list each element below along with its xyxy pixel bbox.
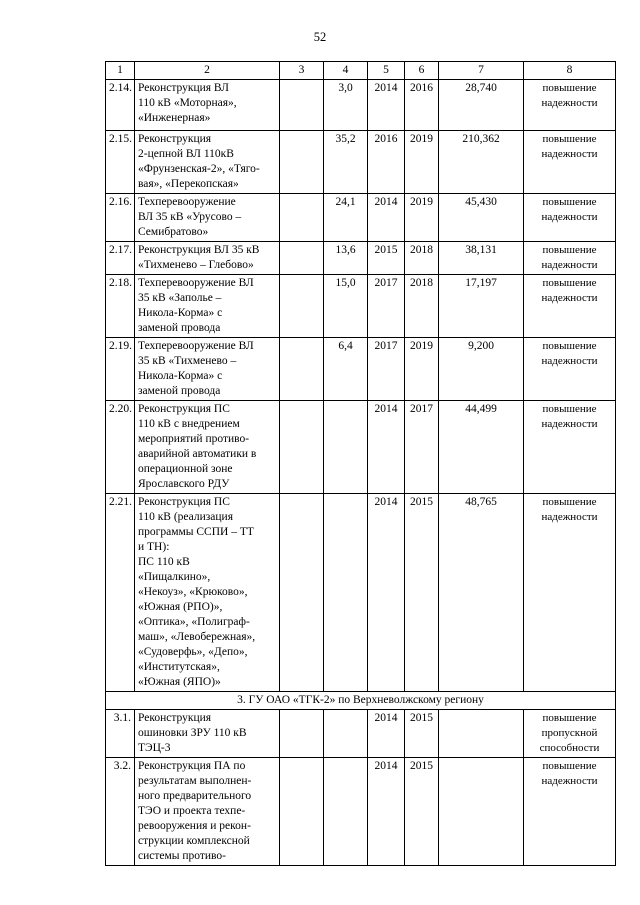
end-year: 2019 — [405, 131, 439, 194]
start-year: 2014 — [368, 494, 405, 692]
end-year: 2019 — [405, 338, 439, 401]
goal: повышение надежности — [524, 401, 616, 494]
start-year: 2017 — [368, 338, 405, 401]
table-row — [106, 194, 616, 242]
col3-value — [280, 710, 324, 758]
goal: повышение надежности — [524, 275, 616, 338]
length-km — [324, 494, 368, 692]
goal: повышение надежности — [524, 494, 616, 692]
work-name: Техперевооружение ВЛ 35 кВ «Урусово – Семибратово» — [135, 194, 280, 242]
cost-value: 210,362 — [439, 131, 524, 194]
col3-value — [280, 338, 324, 401]
section-row — [106, 692, 616, 710]
end-year: 2016 — [405, 80, 439, 131]
end-year: 2018 — [405, 275, 439, 338]
works-table — [105, 61, 616, 866]
row-number: 2.17. — [106, 242, 135, 275]
col3-value — [280, 242, 324, 275]
cost-value: 44,499 — [439, 401, 524, 494]
goal: повышение надежности — [524, 338, 616, 401]
row-number: 2.18. — [106, 275, 135, 338]
length-km: 6,4 — [324, 338, 368, 401]
header-row — [106, 62, 616, 80]
row-number: 2.14. — [106, 80, 135, 131]
start-year: 2014 — [368, 710, 405, 758]
cost-value: 17,197 — [439, 275, 524, 338]
work-name: Реконструкция ВЛ 110 кВ «Моторная», «Инженерная» — [135, 80, 280, 131]
end-year: 2015 — [405, 494, 439, 692]
row-number: 3.2. — [106, 758, 135, 866]
length-km: 3,0 — [324, 80, 368, 131]
col3-value — [280, 758, 324, 866]
cost-value — [439, 758, 524, 866]
header-cell: 8 — [524, 62, 616, 80]
cost-value: 45,430 — [439, 194, 524, 242]
header-cell: 6 — [405, 62, 439, 80]
section-title: 3. ГУ ОАО «ТГК-2» по Верхневолжскому региону — [106, 692, 616, 710]
goal: повышение надежности — [524, 242, 616, 275]
row-number: 2.16. — [106, 194, 135, 242]
length-km: 15,0 — [324, 275, 368, 338]
goal: повышение надежности — [524, 80, 616, 131]
goal: повышение надежности — [524, 131, 616, 194]
table-row — [106, 494, 616, 692]
header-cell: 2 — [135, 62, 280, 80]
work-name: Реконструкция 2-цепной ВЛ 110кВ «Фрунзенская-2», «Тяго- вая», «Перекопская» — [135, 131, 280, 194]
start-year: 2017 — [368, 275, 405, 338]
header-cell: 1 — [106, 62, 135, 80]
length-km: 35,2 — [324, 131, 368, 194]
cost-value: 48,765 — [439, 494, 524, 692]
col3-value — [280, 401, 324, 494]
row-number: 2.21. — [106, 494, 135, 692]
row-number: 2.15. — [106, 131, 135, 194]
table-row — [106, 242, 616, 275]
start-year: 2014 — [368, 80, 405, 131]
start-year: 2016 — [368, 131, 405, 194]
col3-value — [280, 131, 324, 194]
header-cell: 4 — [324, 62, 368, 80]
col3-value — [280, 80, 324, 131]
length-km — [324, 401, 368, 494]
col3-value — [280, 194, 324, 242]
start-year: 2014 — [368, 758, 405, 866]
page-number: 52 — [313, 30, 327, 44]
col3-value — [280, 494, 324, 692]
end-year: 2018 — [405, 242, 439, 275]
table-row — [106, 80, 616, 131]
work-name: Реконструкция ПА по результатам выполнен- ного предварительного ТЭО и проекта техпе- ревооружения и рекон- струкции комплексной системы противо- — [135, 758, 280, 866]
cost-value: 38,131 — [439, 242, 524, 275]
goal: повышение надежности — [524, 194, 616, 242]
work-name: Техперевооружение ВЛ 35 кВ «Тихменево – Никола-Корма» с заменой провода — [135, 338, 280, 401]
end-year: 2015 — [405, 758, 439, 866]
length-km — [324, 710, 368, 758]
table-row — [106, 401, 616, 494]
work-name: Техперевооружение ВЛ 35 кВ «Заполье – Никола-Корма» с заменой провода — [135, 275, 280, 338]
table-row — [106, 710, 616, 758]
goal: повышение пропускной способности — [524, 710, 616, 758]
col3-value — [280, 275, 324, 338]
work-name: Реконструкция ПС 110 кВ с внедрением мероприятий противо- аварийной автоматики в операционной зоне Ярославского РДУ — [135, 401, 280, 494]
table-row — [106, 338, 616, 401]
row-number: 3.1. — [106, 710, 135, 758]
work-name: Реконструкция ошиновки ЗРУ 110 кВ ТЭЦ-3 — [135, 710, 280, 758]
start-year: 2015 — [368, 242, 405, 275]
header-cell: 3 — [280, 62, 324, 80]
end-year: 2017 — [405, 401, 439, 494]
cost-value: 28,740 — [439, 80, 524, 131]
header-cell: 7 — [439, 62, 524, 80]
end-year: 2019 — [405, 194, 439, 242]
goal: повышение надежности — [524, 758, 616, 866]
header-cell: 5 — [368, 62, 405, 80]
end-year: 2015 — [405, 710, 439, 758]
work-name: Реконструкция ВЛ 35 кВ «Тихменево – Глебово» — [135, 242, 280, 275]
length-km — [324, 758, 368, 866]
length-km: 24,1 — [324, 194, 368, 242]
table-row — [106, 131, 616, 194]
cost-value: 9,200 — [439, 338, 524, 401]
work-name: Реконструкция ПС 110 кВ (реализация программы ССПИ – ТТ и ТН): ПС 110 кВ «Пищалкино», «Некоуз», «Крюково», «Южная (РПО)», «Оптика», «Полиграф- маш», «Левобережная», «Судоверфь», «Депо», «Институтская», «Южная (ЯПО)» — [135, 494, 280, 692]
start-year: 2014 — [368, 401, 405, 494]
length-km: 13,6 — [324, 242, 368, 275]
row-number: 2.19. — [106, 338, 135, 401]
cost-value — [439, 710, 524, 758]
row-number: 2.20. — [106, 401, 135, 494]
table-row — [106, 758, 616, 866]
table-row — [106, 275, 616, 338]
start-year: 2014 — [368, 194, 405, 242]
